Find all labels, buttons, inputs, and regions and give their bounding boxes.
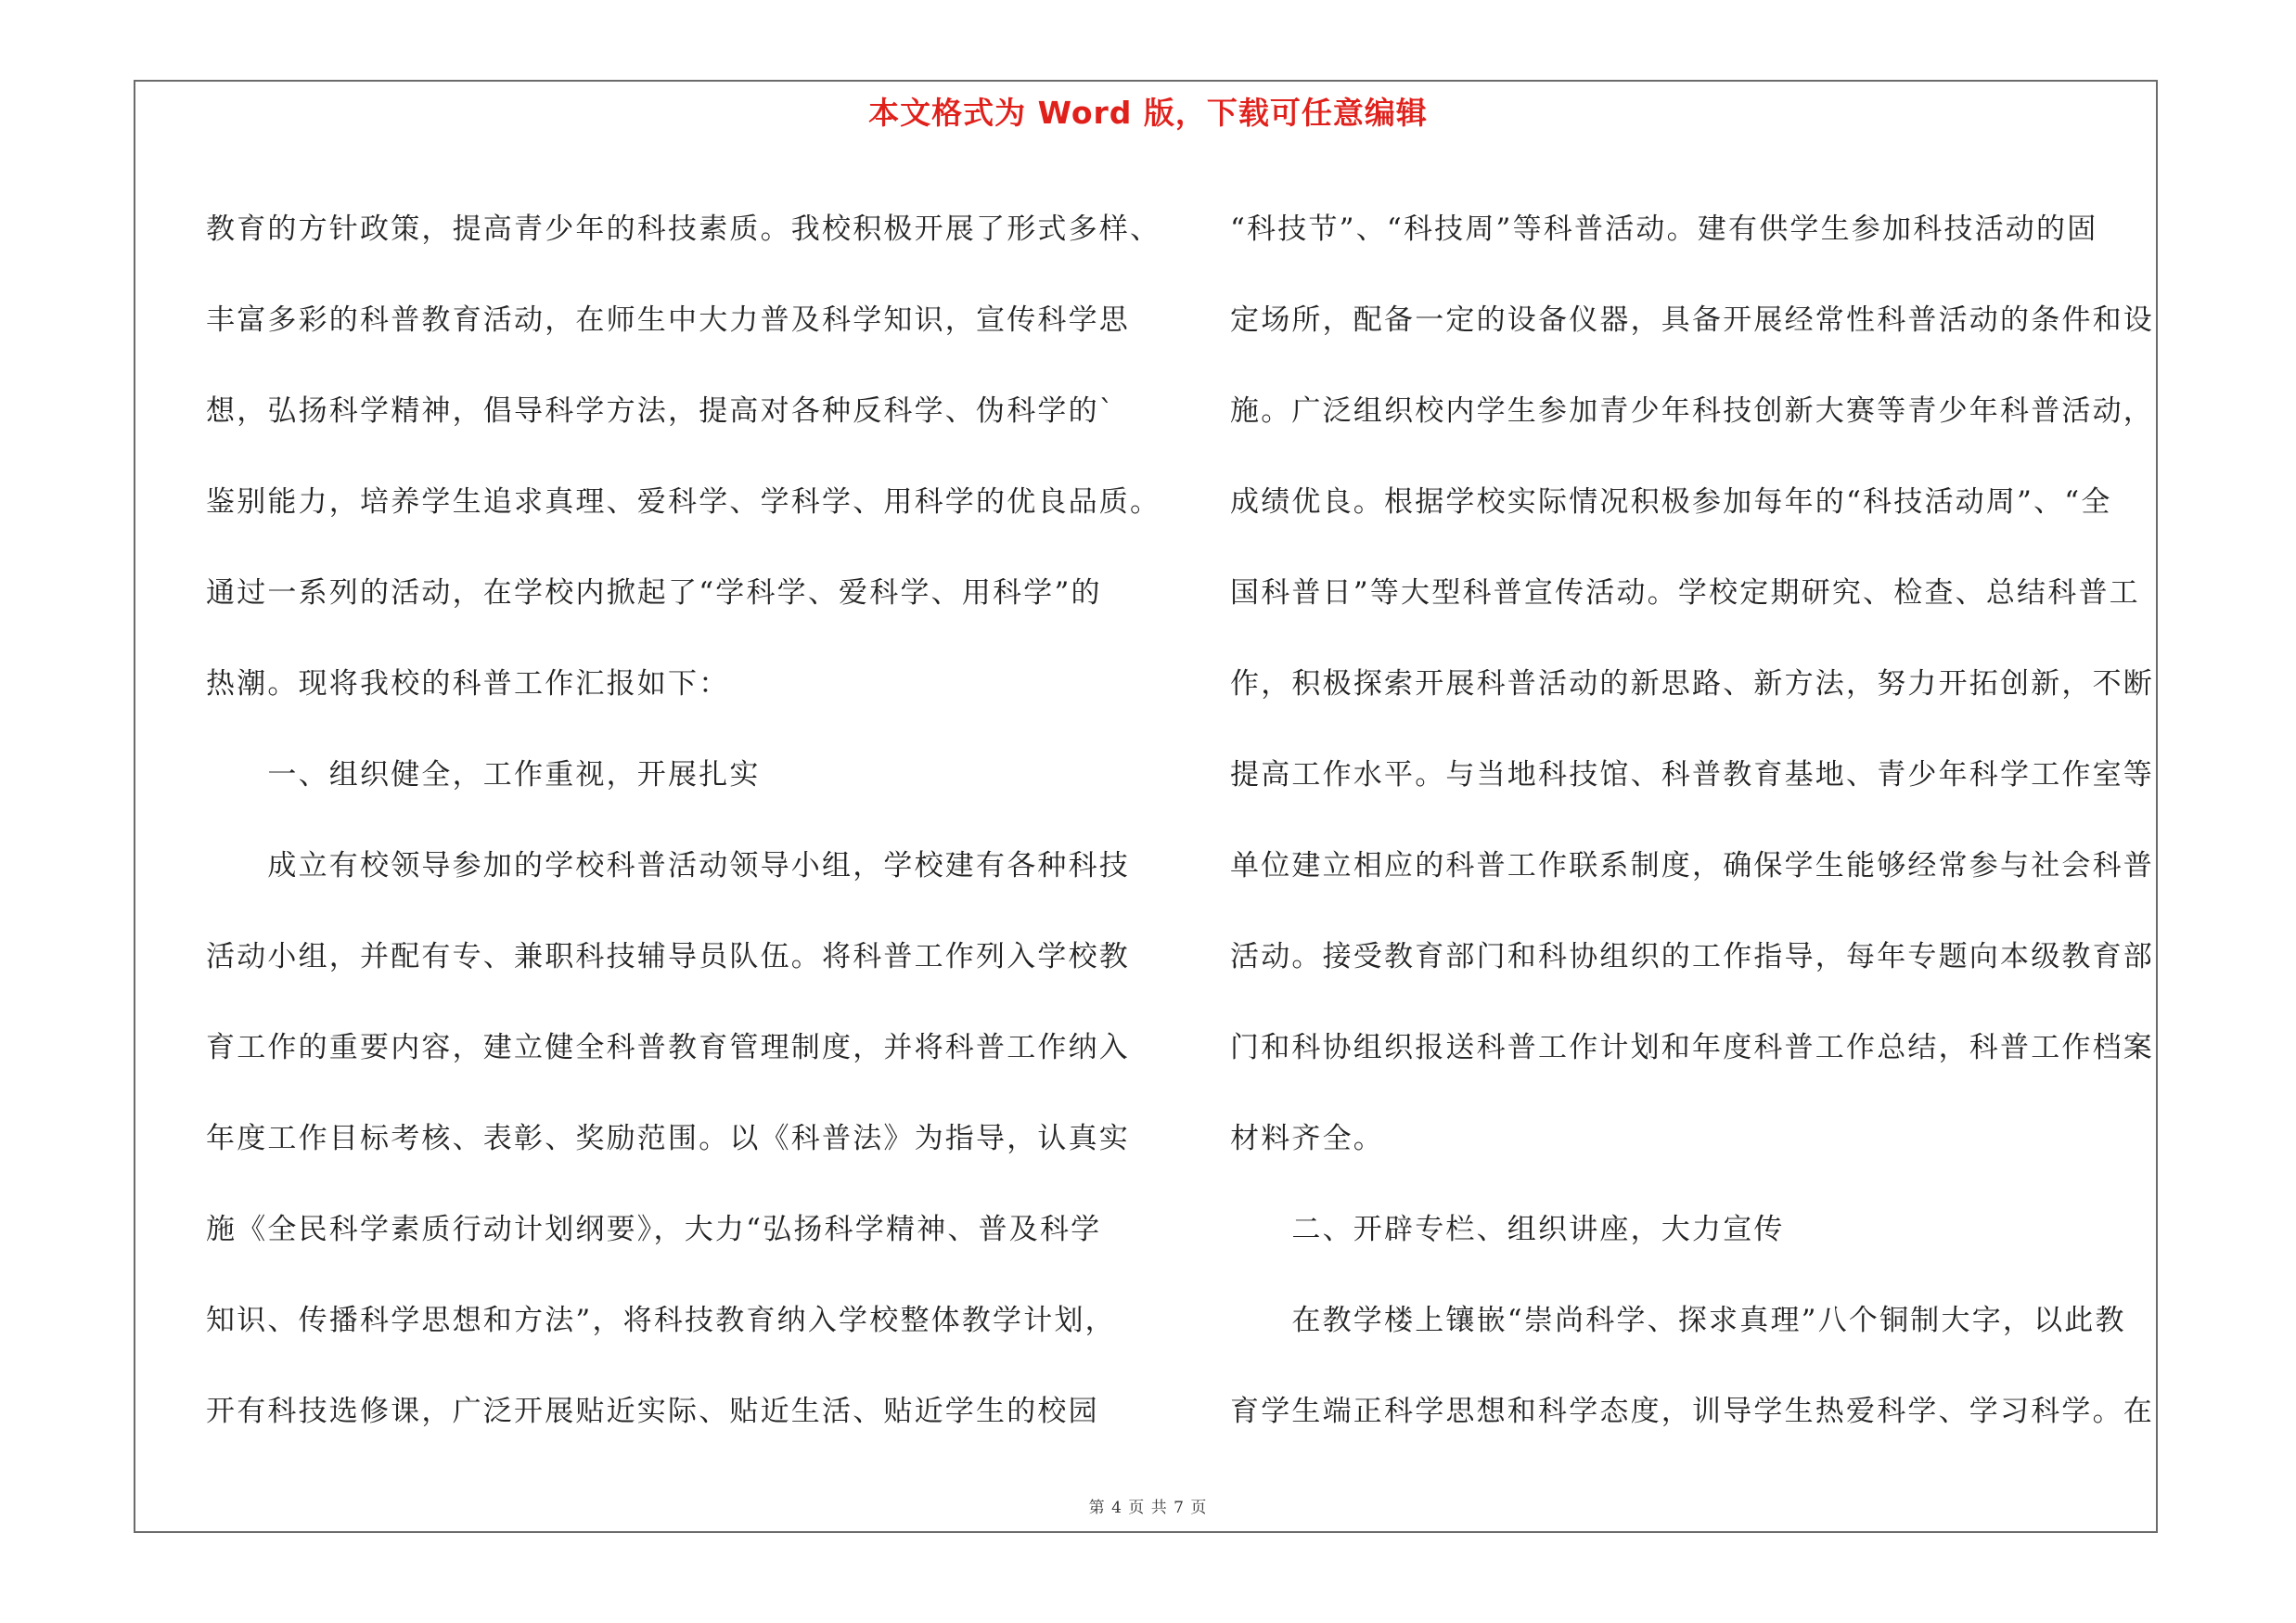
body-line: 鉴别能力，培养学生追求真理、爱科学、学科学、用科学的优良品质。 [206, 485, 1161, 519]
body-line: 丰富多彩的科普教育活动，在师生中大力普及科学知识，宣传科学思 [206, 303, 1130, 337]
body-line: 活动。接受教育部门和科协组织的工作指导，每年专题向本级教育部 [1230, 940, 2154, 973]
page-number-footer: 第 4 页 共 7 页 [1088, 1499, 1208, 1517]
left-text-column [206, 184, 1161, 1457]
body-line: 通过一系列的活动，在学校内掀起了“学科学、爱科学、用科学”的 [206, 576, 1102, 610]
body-line: 育工作的重要内容，建立健全科普教育管理制度，并将科普工作纳入 [206, 1031, 1130, 1064]
body-line: 单位建立相应的科普工作联系制度，确保学生能够经常参与社会科普 [1230, 849, 2154, 882]
right-text-column [1230, 184, 2154, 1457]
body-line: 作，积极探索开展科普活动的新思路、新方法，努力开拓创新，不断 [1230, 667, 2154, 701]
body-line: 热潮。现将我校的科普工作汇报如下： [206, 667, 730, 701]
body-line: 想，弘扬科学精神，倡导科学方法，提高对各种反科学、伪科学的` [206, 394, 1116, 428]
document-banner: 本文格式为 Word 版，下载可任意编辑 [868, 95, 1428, 131]
body-line: 施。广泛组织校内学生参加青少年科技创新大赛等青少年科普活动， [1230, 394, 2154, 428]
body-line: 育学生端正科学思想和科学态度，训导学生热爱科学、学习科学。在 [1230, 1395, 2154, 1428]
body-line: 国科普日”等大型科普宣传活动。学校定期研究、检查、总结科普工 [1230, 576, 2140, 610]
body-line: 门和科协组织报送科普工作计划和年度科普工作总结，科普工作档案 [1230, 1031, 2154, 1064]
body-line: 成绩优良。根据学校实际情况积极参加每年的“科技活动周”、“全 [1230, 485, 2112, 519]
body-line: 活动小组，并配有专、兼职科技辅导员队伍。将科普工作列入学校教 [206, 940, 1130, 973]
body-line: 知识、传播科学思想和方法”，将科技教育纳入学校整体教学计划， [206, 1304, 1116, 1337]
body-line: 在教学楼上镶嵌“崇尚科学、探求真理”八个铜制大字，以此教 [1230, 1304, 2126, 1337]
body-line: 材料齐全。 [1230, 1122, 1384, 1155]
body-line: 施《全民科学素质行动计划纲要》，大力“弘扬科学精神、普及科学 [206, 1213, 1102, 1246]
body-line: 年度工作目标考核、表彰、奖励范围。以《科普法》为指导，认真实 [206, 1122, 1130, 1155]
body-line: 开有科技选修课，广泛开展贴近实际、贴近生活、贴近学生的校园 [206, 1395, 1099, 1428]
body-line: “科技节”、“科技周”等科普活动。建有供学生参加科技活动的固 [1230, 213, 2098, 246]
body-line: 成立有校领导参加的学校科普活动领导小组，学校建有各种科技 [206, 849, 1130, 882]
section-heading-1: 一、组织健全，工作重视，开展扎实 [206, 758, 761, 792]
body-line: 提高工作水平。与当地科技馆、科普教育基地、青少年科学工作室等 [1230, 758, 2154, 792]
section-heading-2: 二、开辟专栏、组织讲座，大力宣传 [1230, 1213, 1785, 1246]
body-line: 定场所，配备一定的设备仪器，具备开展经常性科普活动的条件和设 [1230, 303, 2154, 337]
body-line: 教育的方针政策，提高青少年的科技素质。我校积极开展了形式多样、 [206, 213, 1161, 246]
